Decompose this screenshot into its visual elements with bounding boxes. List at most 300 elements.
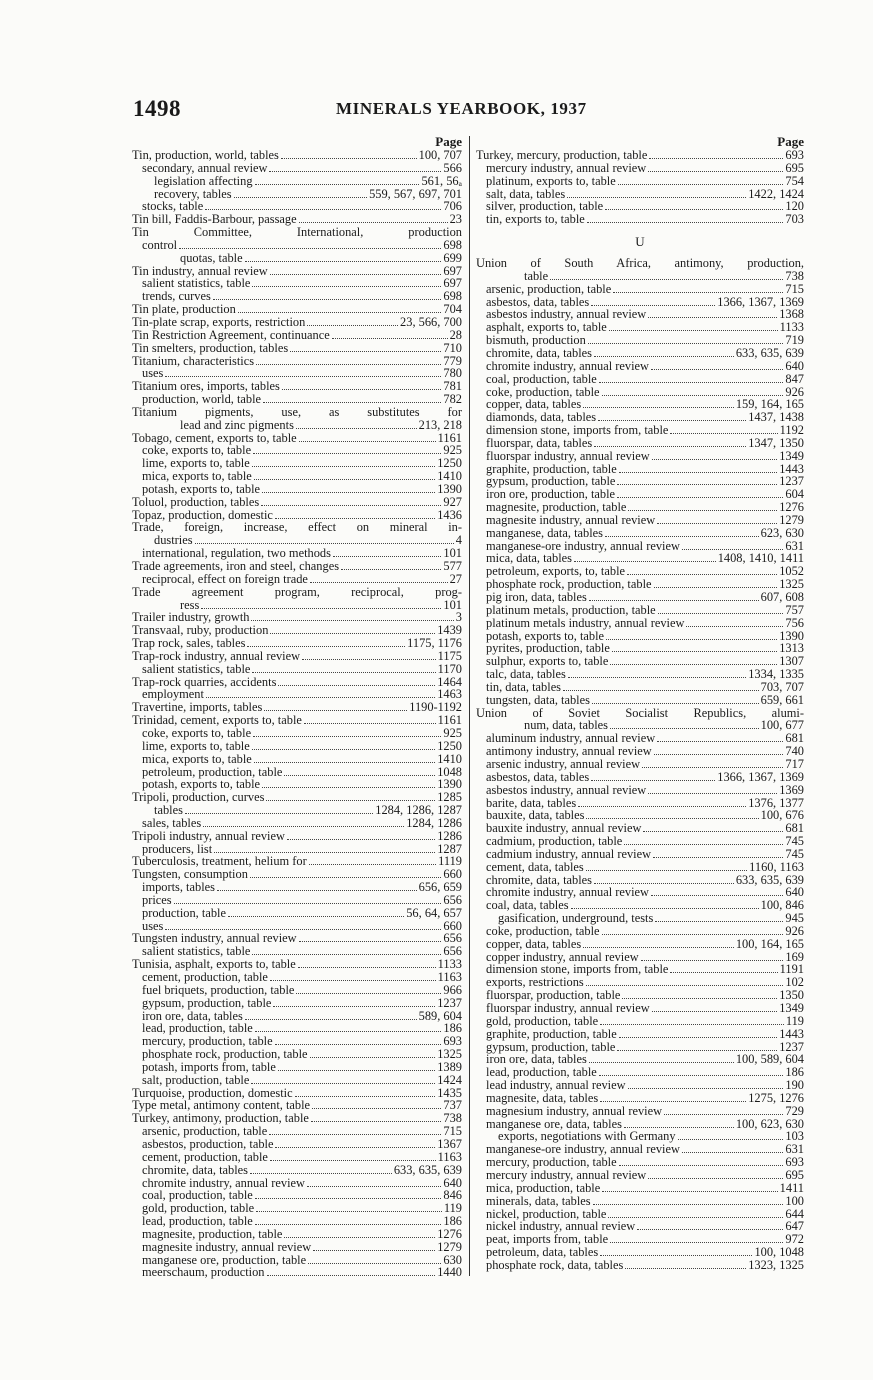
index-entry bbox=[476, 1246, 804, 1259]
index-entry-page: 1250 bbox=[437, 456, 462, 471]
index-entry bbox=[132, 650, 462, 663]
index-entry-page: 190 bbox=[785, 1078, 804, 1093]
index-entry-page: 1349 bbox=[779, 448, 804, 463]
index-entry-page: 647 bbox=[785, 1219, 804, 1234]
index-entry-page: 186 bbox=[443, 1214, 462, 1229]
dot-leader bbox=[261, 505, 441, 506]
index-entry-page: 604 bbox=[785, 487, 804, 502]
index-entry-text: Union of Soviet Socialist Republics, alumi- bbox=[476, 705, 804, 720]
index-entry bbox=[132, 419, 462, 432]
index-entry bbox=[476, 1169, 804, 1182]
index-entry-text: coal, data, tables bbox=[486, 898, 569, 913]
index-entry-text: asphalt, exports to, table bbox=[486, 320, 607, 335]
index-entry bbox=[476, 514, 804, 527]
dot-leader bbox=[312, 1108, 441, 1109]
index-entry-page: 966 bbox=[443, 982, 462, 997]
index-entry bbox=[476, 604, 804, 617]
dot-leader bbox=[610, 1242, 783, 1243]
dot-leader bbox=[624, 844, 783, 845]
index-entry bbox=[476, 1182, 804, 1195]
index-entry bbox=[132, 329, 462, 342]
dot-leader bbox=[281, 158, 417, 159]
index-entry-text: Tin smelters, production, tables bbox=[132, 340, 289, 355]
index-entry-text: Trailer industry, growth bbox=[132, 610, 250, 625]
index-entry-text: manganese-ore industry, annual review bbox=[486, 1142, 680, 1157]
index-entry bbox=[476, 835, 804, 848]
index-entry-text: salient statistics, table bbox=[142, 944, 251, 959]
index-entry bbox=[476, 758, 804, 771]
index-entry-page: 1237 bbox=[779, 474, 804, 489]
dot-leader bbox=[270, 980, 436, 981]
dot-leader bbox=[627, 574, 777, 575]
index-entry bbox=[476, 149, 804, 162]
index-entry-text: Type metal, antimony content, table bbox=[132, 1098, 311, 1113]
page-number: 1498 bbox=[133, 96, 181, 121]
index-entry-page: 3 bbox=[455, 610, 462, 625]
dot-leader bbox=[299, 441, 436, 442]
index-entry-text: Tuberculosis, treatment, helium for bbox=[132, 854, 307, 869]
index-entry-text: cement, production, table bbox=[142, 1149, 268, 1164]
dot-leader bbox=[287, 839, 435, 840]
index-entry-text: nickel industry, annual review bbox=[486, 1219, 636, 1234]
index-entry bbox=[132, 483, 462, 496]
index-entry bbox=[132, 226, 462, 239]
index-entry-page: 100 bbox=[785, 1193, 804, 1208]
index-entry-text: coke, production, table bbox=[486, 923, 600, 938]
index-entry-page: 703 bbox=[785, 212, 804, 227]
index-entry-text: tungsten, data, tables bbox=[486, 692, 590, 707]
dot-leader bbox=[252, 286, 441, 287]
index-entry-text: potash, exports to, table bbox=[142, 481, 261, 496]
index-entry-page: 56, 64, 657 bbox=[406, 905, 462, 920]
index-entry-text: manganese ore, production, table bbox=[142, 1252, 307, 1267]
index-entry-page: 100, 676 bbox=[760, 808, 804, 823]
index-entry-page: 757 bbox=[785, 602, 804, 617]
index-entry bbox=[132, 1164, 462, 1177]
dot-leader bbox=[302, 659, 436, 660]
index-entry bbox=[132, 1228, 462, 1241]
dot-leader bbox=[664, 1114, 783, 1115]
index-entry-page: 159, 164, 165 bbox=[735, 397, 804, 412]
dot-leader bbox=[270, 274, 442, 275]
index-entry-text: salient statistics, table bbox=[142, 276, 251, 291]
dot-leader bbox=[228, 916, 404, 917]
index-entry-page: 1334, 1335 bbox=[748, 667, 804, 682]
index-entry-text: Union of South Africa, antimony, production, bbox=[476, 256, 804, 271]
index-entry bbox=[476, 1002, 804, 1015]
index-entry-text: fluorspar, production, table bbox=[486, 988, 621, 1003]
index-entry-text: peat, imports from, table bbox=[486, 1232, 609, 1247]
index-entry-page: 698 bbox=[443, 237, 462, 252]
dot-leader bbox=[179, 248, 441, 249]
dot-leader bbox=[165, 929, 441, 930]
dot-leader bbox=[606, 639, 777, 640]
index-entry-page: 1410 bbox=[437, 751, 462, 766]
page-title: MINERALS YEARBOOK, 1937 bbox=[336, 99, 587, 118]
index-entry-page: 1440 bbox=[437, 1265, 462, 1280]
index-entry-text: cement, data, tables bbox=[486, 859, 584, 874]
index-entry bbox=[132, 740, 462, 753]
index-entry bbox=[476, 681, 804, 694]
index-entry-text: trends, curves bbox=[142, 289, 211, 304]
index-entry-text: cement, production, table bbox=[142, 970, 268, 984]
index-entry bbox=[476, 668, 804, 681]
index-entry-page: 1443 bbox=[779, 461, 804, 476]
dot-leader bbox=[255, 1031, 442, 1032]
index-entry bbox=[132, 393, 462, 406]
index-entry-page: 213, 218 bbox=[418, 417, 462, 432]
dot-leader bbox=[275, 1044, 442, 1045]
index-entry-page: 100, 1048 bbox=[754, 1245, 804, 1260]
dot-leader bbox=[617, 497, 783, 498]
index-entry-text: platinum metals, production, table bbox=[486, 602, 656, 617]
dot-leader bbox=[670, 433, 777, 434]
dot-leader bbox=[255, 184, 420, 185]
dot-leader bbox=[213, 299, 442, 300]
dot-leader bbox=[652, 459, 778, 460]
index-entry bbox=[132, 573, 462, 586]
column-divider bbox=[469, 136, 470, 1276]
index-entry-page: 737 bbox=[443, 1098, 462, 1113]
dot-leader bbox=[587, 222, 784, 223]
index-entry-text: Trade, foreign, increase, effect on mineral in- bbox=[132, 520, 462, 535]
index-entry-page: 559, 567, 697, 701 bbox=[369, 186, 462, 201]
dot-leader bbox=[250, 877, 442, 878]
dot-leader bbox=[262, 787, 435, 788]
index-entry-page: 1349 bbox=[779, 1001, 804, 1015]
index-entry-page: 1287 bbox=[437, 841, 462, 856]
index-entry bbox=[132, 817, 462, 830]
index-entry bbox=[132, 560, 462, 573]
dot-leader bbox=[256, 1211, 442, 1212]
dot-leader bbox=[591, 780, 715, 781]
index-entry-text: Tungsten, consumption bbox=[132, 867, 248, 882]
index-entry bbox=[132, 907, 462, 920]
index-entry-text: gold, production, table bbox=[142, 1201, 255, 1216]
dot-leader bbox=[588, 343, 784, 344]
index-entry-page: 660 bbox=[443, 918, 462, 933]
index-entry-page: 623, 630 bbox=[760, 525, 804, 540]
dot-leader bbox=[295, 1096, 436, 1097]
dot-leader bbox=[269, 1134, 441, 1135]
dot-leader bbox=[622, 998, 777, 999]
dot-leader bbox=[304, 723, 436, 724]
index-entry-text: quotas, table bbox=[180, 250, 243, 265]
dot-leader bbox=[332, 338, 448, 339]
dot-leader bbox=[602, 934, 784, 935]
dot-leader bbox=[165, 376, 441, 377]
index-entry-page: 186 bbox=[443, 1021, 462, 1036]
index-entry-text: minerals, data, tables bbox=[486, 1193, 591, 1208]
index-entry-page: 1170 bbox=[437, 661, 462, 676]
dot-leader bbox=[214, 852, 435, 853]
dot-leader bbox=[612, 651, 777, 652]
index-entry bbox=[476, 591, 804, 604]
index-entry-text: lead industry, annual review bbox=[486, 1078, 626, 1093]
dot-leader bbox=[308, 1263, 441, 1264]
index-entry bbox=[132, 355, 462, 368]
index-entry-text: coal, production, table bbox=[486, 371, 597, 386]
dot-leader bbox=[217, 890, 417, 891]
index-entry-text: iron ore, production, table bbox=[486, 487, 616, 502]
index-entry-page: 659, 661 bbox=[760, 692, 804, 707]
index-entry-text: potash, exports to, table bbox=[142, 777, 261, 792]
page-label: Page bbox=[777, 134, 804, 149]
dot-leader bbox=[307, 1186, 441, 1187]
index-column-left bbox=[132, 136, 462, 1279]
index-entry-text: mica, exports to, table bbox=[142, 751, 252, 766]
index-entry-text: magnesite industry, annual review bbox=[486, 512, 656, 527]
index-entry-text: international, regulation, two methods bbox=[142, 546, 331, 561]
index-entry-text: Tobago, cement, exports to, table bbox=[132, 430, 297, 445]
index-entry-text: antimony industry, annual review bbox=[486, 744, 652, 759]
dot-leader bbox=[618, 184, 784, 185]
index-entry-page: 926 bbox=[785, 384, 804, 399]
index-entry-page: 101 bbox=[443, 546, 462, 561]
dot-leader bbox=[201, 608, 441, 609]
index-entry-text: mica, data, tables bbox=[486, 551, 573, 566]
index-entry-page: 698 bbox=[443, 289, 462, 304]
index-entry-text: arsenic, production, table bbox=[142, 1124, 268, 1139]
index-entry-page: 697 bbox=[443, 276, 462, 291]
index-entry bbox=[476, 373, 804, 386]
dot-leader bbox=[284, 1237, 435, 1238]
index-entry-page: 630 bbox=[443, 1252, 462, 1267]
dot-leader bbox=[600, 1101, 746, 1102]
index-entry-text: tables bbox=[154, 803, 183, 818]
index-entry bbox=[476, 617, 804, 630]
index-entry-page: 4 bbox=[455, 533, 462, 548]
index-entry-text: Travertine, imports, tables bbox=[132, 700, 263, 715]
index-entry bbox=[132, 881, 462, 894]
index-entry-page: 1325 bbox=[779, 577, 804, 592]
index-entry bbox=[132, 804, 462, 817]
index-entry-text: producers, list bbox=[142, 841, 213, 856]
index-entry-text: chromite industry, annual review bbox=[486, 358, 649, 373]
index-entry bbox=[476, 1079, 804, 1092]
index-entry-page: 1284, 1286, 1287 bbox=[375, 803, 462, 818]
dot-leader bbox=[599, 1075, 784, 1076]
index-entry-page: 681 bbox=[785, 731, 804, 746]
index-entry-text: iron ore, data, tables bbox=[142, 1008, 243, 1023]
index-entry-text: prices bbox=[142, 892, 172, 907]
index-entry-page: 1437, 1438 bbox=[748, 410, 804, 425]
dot-leader bbox=[653, 857, 783, 858]
index-entry-page: 640 bbox=[785, 358, 804, 373]
index-entry-page: 633, 635, 639 bbox=[735, 345, 804, 360]
index-entry-text: asbestos industry, annual review bbox=[486, 782, 647, 797]
index-entry-page: 745 bbox=[785, 846, 804, 861]
dot-leader bbox=[185, 813, 373, 814]
index-entry-page: 28 bbox=[449, 327, 462, 342]
dot-leader bbox=[617, 484, 777, 485]
index-entry bbox=[476, 1015, 804, 1028]
dot-leader bbox=[571, 908, 759, 909]
index-entry-page: 927 bbox=[443, 494, 462, 509]
index-entry-text: pyrites, production, table bbox=[486, 641, 610, 656]
dot-leader bbox=[586, 985, 784, 986]
index-entry-page: 119 bbox=[785, 1013, 804, 1028]
index-entry-text: gypsum, production, table bbox=[142, 995, 272, 1010]
dot-leader bbox=[586, 818, 758, 819]
index-entry-text: petroleum, production, table bbox=[142, 764, 283, 779]
index-entry-page: 1439 bbox=[437, 623, 462, 638]
dot-leader bbox=[682, 549, 783, 550]
index-entry-text: recovery, tables bbox=[154, 186, 232, 201]
dot-leader bbox=[310, 582, 448, 583]
index-entry-text: tin, data, tables bbox=[486, 679, 562, 694]
index-entry-text: Trap rock, sales, tables bbox=[132, 636, 246, 651]
dot-leader bbox=[307, 325, 398, 326]
dot-leader bbox=[682, 1152, 783, 1153]
index-entry-page: 103 bbox=[785, 1129, 804, 1144]
index-entry-page: 656 bbox=[443, 931, 462, 946]
dot-leader bbox=[253, 453, 441, 454]
index-entry-page: 1389 bbox=[437, 1059, 462, 1074]
index-entry bbox=[132, 1266, 462, 1279]
index-entry-text: production, world, table bbox=[142, 392, 262, 407]
dot-leader bbox=[299, 941, 442, 942]
index-entry bbox=[132, 175, 462, 188]
index-entry-text: bismuth, production bbox=[486, 333, 586, 348]
index-entry bbox=[132, 1215, 462, 1228]
dot-leader bbox=[670, 972, 777, 973]
index-entry-page: 1435 bbox=[437, 1085, 462, 1100]
index-entry-page: 1367 bbox=[437, 1136, 462, 1151]
index-entry-page: 660 bbox=[443, 867, 462, 882]
index-entry-text: silver, production, table bbox=[486, 199, 604, 214]
index-entry bbox=[132, 406, 462, 419]
index-entry bbox=[476, 450, 804, 463]
index-entry bbox=[476, 162, 804, 175]
index-entry bbox=[132, 586, 462, 599]
index-entry-page: 1276 bbox=[779, 500, 804, 515]
dot-leader bbox=[251, 620, 453, 621]
index-entry-page: 633, 635, 639 bbox=[735, 872, 804, 887]
index-entry-text: mercury, production, table bbox=[142, 1034, 273, 1049]
index-entry bbox=[476, 848, 804, 861]
index-entry-text: chromite industry, annual review bbox=[142, 1175, 305, 1190]
dot-leader bbox=[275, 1147, 435, 1148]
dot-leader bbox=[290, 351, 441, 352]
index-entry-text: cadmium, production, table bbox=[486, 834, 623, 849]
index-entry-text: Toluol, production, tables bbox=[132, 494, 260, 509]
index-entry-page: 779 bbox=[443, 353, 462, 368]
index-entry-text: magnesite industry, annual review bbox=[142, 1239, 312, 1254]
dot-leader bbox=[648, 317, 777, 318]
index-entry-page: 589, 604 bbox=[418, 1008, 462, 1023]
dot-leader bbox=[266, 800, 435, 801]
index-entry-text: arsenic, production, table bbox=[486, 281, 612, 296]
dot-leader bbox=[610, 664, 777, 665]
dot-leader bbox=[174, 903, 442, 904]
index-entry-page: 1410 bbox=[437, 469, 462, 484]
index-entry-page: 704 bbox=[443, 302, 462, 317]
index-entry-page: 1160, 1163 bbox=[749, 859, 804, 874]
dot-leader bbox=[642, 767, 783, 768]
index-entry-text: legislation affecting bbox=[154, 173, 253, 188]
index-entry-text: salt, production, table bbox=[142, 1072, 250, 1087]
index-entry-page: 945 bbox=[785, 911, 804, 926]
dot-leader bbox=[238, 312, 442, 313]
dot-leader bbox=[262, 492, 435, 493]
index-entry-page: 633, 635, 639 bbox=[393, 1162, 462, 1177]
dot-leader bbox=[264, 710, 407, 711]
index-entry-text: gasification, underground, tests bbox=[498, 911, 654, 926]
index-entry-page: 1192 bbox=[779, 423, 804, 438]
index-entry bbox=[132, 1061, 462, 1074]
index-entry-text: asbestos, data, tables bbox=[486, 769, 590, 784]
dot-leader bbox=[270, 1160, 436, 1161]
index-entry-text: manganese-ore industry, annual review bbox=[486, 538, 680, 553]
index-entry-text: diamonds, data, tables bbox=[486, 410, 597, 425]
index-entry bbox=[476, 1259, 804, 1272]
dot-leader bbox=[273, 1006, 435, 1007]
index-entry-page: 631 bbox=[785, 538, 804, 553]
index-entry-text: Tin Committee, International, production bbox=[132, 225, 462, 240]
dot-leader bbox=[610, 728, 759, 729]
dot-leader bbox=[255, 1224, 442, 1225]
index-entry-page: 1313 bbox=[779, 641, 804, 656]
index-entry bbox=[132, 727, 462, 740]
index-entry-text: copper, data, tables bbox=[486, 397, 582, 412]
dot-leader bbox=[284, 775, 435, 776]
index-entry-page: 100, 589, 604 bbox=[735, 1052, 804, 1067]
index-entry bbox=[476, 424, 804, 437]
index-entry-text: magnesite, production, table bbox=[142, 1226, 283, 1241]
dot-leader bbox=[333, 556, 441, 557]
index-entry bbox=[476, 213, 804, 226]
index-entry-page: 695 bbox=[785, 1167, 804, 1182]
dot-leader bbox=[586, 870, 747, 871]
index-entry-text: uses bbox=[142, 366, 164, 381]
index-entry-page: 1175 bbox=[437, 648, 462, 663]
index-entry-page: 1390 bbox=[437, 777, 462, 792]
index-entry-text: potash, imports from, table bbox=[142, 1059, 276, 1074]
dot-leader bbox=[648, 171, 783, 172]
index-entry-text: Tungsten industry, annual review bbox=[132, 931, 297, 946]
index-entry-page: 656 bbox=[443, 944, 462, 959]
dot-leader bbox=[613, 292, 783, 293]
index-entry-page: 1275, 1276 bbox=[748, 1090, 804, 1105]
index-entry-page: 1368 bbox=[779, 307, 804, 322]
index-entry-text: bauxite, data, tables bbox=[486, 808, 585, 823]
section-letter: U bbox=[635, 234, 645, 250]
index-entry bbox=[476, 175, 804, 188]
index-entry-text: bauxite industry, annual review bbox=[486, 821, 642, 836]
index-entry-text: chromite, data, tables bbox=[486, 345, 592, 360]
index-entry bbox=[476, 527, 804, 540]
index-entry-page: 1279 bbox=[437, 1239, 462, 1254]
index-entry-text: Titanium pigments, use, as substitutes for bbox=[132, 404, 462, 419]
index-entry bbox=[476, 257, 804, 270]
index-entry bbox=[476, 1105, 804, 1118]
index-entry-text: fluorspar industry, annual review bbox=[486, 1001, 650, 1015]
dot-leader bbox=[256, 364, 441, 365]
dot-leader bbox=[599, 382, 784, 383]
index-entry-page: 719 bbox=[785, 333, 804, 348]
dot-leader bbox=[589, 1062, 734, 1063]
index-entry-page: 1163 bbox=[437, 970, 462, 984]
index-entry bbox=[132, 162, 462, 175]
index-entry-text: Tripoli, production, curves bbox=[132, 790, 265, 805]
dot-leader bbox=[270, 633, 435, 634]
index-entry-text: coke, production, table bbox=[486, 384, 600, 399]
index-entry-page: 1119 bbox=[438, 854, 462, 869]
index-entry-page: 847 bbox=[785, 371, 804, 386]
index-entry-text: lead, production, table bbox=[486, 1065, 597, 1080]
index-entry bbox=[132, 894, 462, 907]
